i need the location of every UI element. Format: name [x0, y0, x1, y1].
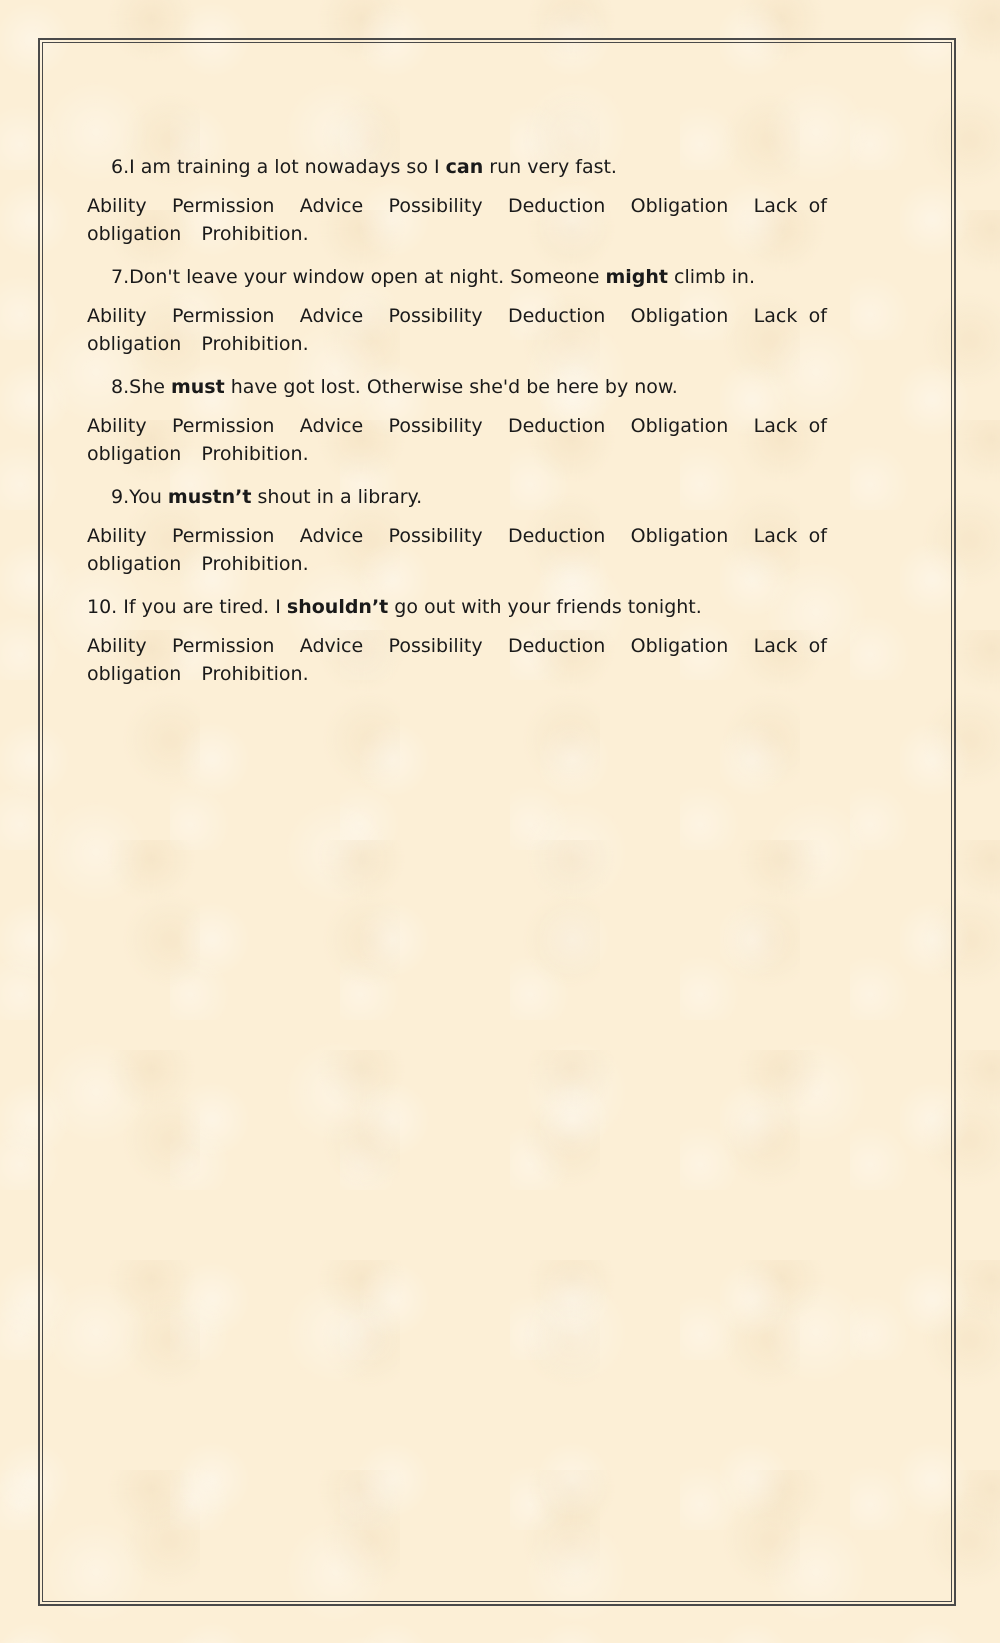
- option-advice[interactable]: Advice: [299, 525, 364, 547]
- option-obligation[interactable]: Obligation: [630, 195, 729, 217]
- options-list: [87, 412, 827, 468]
- option-deduction[interactable]: Deduction: [507, 635, 606, 657]
- option-deduction[interactable]: Deduction: [507, 305, 606, 327]
- question-9: [87, 482, 827, 512]
- option-advice[interactable]: Advice: [299, 415, 364, 437]
- option-ability[interactable]: Ability: [87, 305, 147, 327]
- option-lack-of-obligation[interactable]: Lack of obligation: [87, 635, 827, 685]
- option-deduction[interactable]: Deduction: [507, 525, 606, 547]
- modal-verb: shouldn’t: [286, 596, 389, 618]
- option-obligation[interactable]: Obligation: [630, 415, 729, 437]
- question-text-after: run very fast.: [483, 156, 617, 178]
- option-permission[interactable]: Permission: [171, 415, 275, 437]
- option-deduction[interactable]: Deduction: [507, 415, 606, 437]
- question-text-before: 8.She: [111, 376, 171, 398]
- option-permission[interactable]: Permission: [171, 525, 275, 547]
- option-ability[interactable]: Ability: [87, 635, 147, 657]
- option-lack-of-obligation[interactable]: Lack of obligation: [87, 525, 827, 575]
- option-prohibition[interactable]: Prohibition.: [201, 443, 309, 465]
- option-lack-of-obligation[interactable]: Lack of obligation: [87, 305, 827, 355]
- question-8: [87, 372, 827, 402]
- question-text-before: 10. If you are tired. I: [87, 596, 287, 618]
- worksheet-content: [87, 152, 827, 702]
- modal-verb: might: [605, 266, 668, 288]
- question-text-after: go out with your friends tonight.: [388, 596, 702, 618]
- question-text-before: 6.I am training a lot nowadays so I: [111, 156, 446, 178]
- question-10: [87, 592, 827, 622]
- option-permission[interactable]: Permission: [171, 305, 275, 327]
- question-text-before: 7.Don't leave your window open at night. Someone: [111, 266, 606, 288]
- question-text-before: 9.You: [111, 486, 168, 508]
- option-possibility[interactable]: Possibility: [388, 305, 483, 327]
- option-advice[interactable]: Advice: [299, 305, 364, 327]
- option-prohibition[interactable]: Prohibition.: [201, 223, 309, 245]
- option-possibility[interactable]: Possibility: [388, 525, 483, 547]
- modal-verb: mustn’t: [167, 486, 252, 508]
- option-lack-of-obligation[interactable]: Lack of obligation: [87, 195, 827, 245]
- option-ability[interactable]: Ability: [87, 525, 147, 547]
- option-obligation[interactable]: Obligation: [630, 525, 729, 547]
- option-prohibition[interactable]: Prohibition.: [201, 333, 309, 355]
- option-possibility[interactable]: Possibility: [388, 635, 483, 657]
- option-possibility[interactable]: Possibility: [388, 415, 483, 437]
- option-deduction[interactable]: Deduction: [507, 195, 606, 217]
- question-text-after: climb in.: [667, 266, 755, 288]
- option-advice[interactable]: Advice: [299, 195, 364, 217]
- option-prohibition[interactable]: Prohibition.: [201, 663, 309, 685]
- option-prohibition[interactable]: Prohibition.: [201, 553, 309, 575]
- modal-verb: must: [170, 376, 225, 398]
- options-list: [87, 632, 827, 688]
- option-permission[interactable]: Permission: [171, 635, 275, 657]
- question-text-after: have got lost. Otherwise she'd be here by now.: [224, 376, 678, 398]
- question-6: [87, 152, 827, 182]
- question-7: [87, 262, 827, 292]
- option-lack-of-obligation[interactable]: Lack of obligation: [87, 415, 827, 465]
- option-advice[interactable]: Advice: [299, 635, 364, 657]
- options-list: [87, 192, 827, 248]
- options-list: [87, 302, 827, 358]
- option-possibility[interactable]: Possibility: [388, 195, 483, 217]
- question-text-after: shout in a library.: [251, 486, 423, 508]
- options-list: [87, 522, 827, 578]
- option-permission[interactable]: Permission: [171, 195, 275, 217]
- option-ability[interactable]: Ability: [87, 195, 147, 217]
- option-obligation[interactable]: Obligation: [630, 635, 729, 657]
- option-obligation[interactable]: Obligation: [630, 305, 729, 327]
- modal-verb: can: [445, 156, 484, 178]
- option-ability[interactable]: Ability: [87, 415, 147, 437]
